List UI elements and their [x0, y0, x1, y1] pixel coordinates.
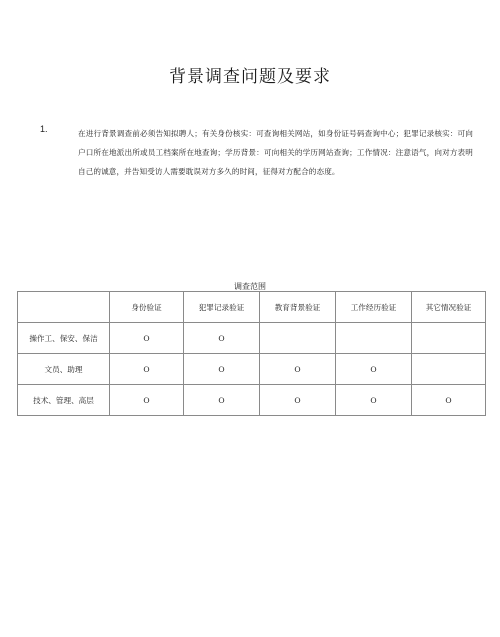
header-criminal: 犯罪记录验证 — [184, 292, 260, 323]
document-title: 背景调查问题及要求 — [169, 67, 331, 87]
header-other: 其它情况验证 — [412, 292, 486, 323]
table-cell: O — [184, 385, 260, 416]
header-corner — [18, 292, 110, 323]
table-cell: O — [184, 354, 260, 385]
header-education: 教育背景验证 — [260, 292, 336, 323]
table-cell: O — [336, 385, 412, 416]
table-row — [18, 354, 486, 385]
item-text: 在进行背景调查前必须告知拟聘人；有关身份核实：可查询相关网站，如身份证号码查询中心；犯罪记录核实：可向户口所在地派出所或员工档案所在地查询；学历背景：可向相关的学历网站查询；工作情况：注意语气，向对方表明自己的诚意，并告知受访人需要耽误对方多久的时间，征得对方配合的态度。 — [78, 129, 473, 176]
table-cell — [412, 323, 486, 354]
table-cell: O — [110, 385, 184, 416]
header-identity: 身份验证 — [110, 292, 184, 323]
table-cell: O — [110, 354, 184, 385]
table-cell: O — [260, 354, 336, 385]
table-cell — [412, 354, 486, 385]
table-cell — [260, 323, 336, 354]
table-cell: O — [184, 323, 260, 354]
row-label: 技术、管理、高层 — [18, 385, 110, 416]
table-cell: O — [412, 385, 486, 416]
table-row — [18, 385, 486, 416]
table-cell — [336, 323, 412, 354]
table-caption: 调查范围 — [234, 282, 266, 291]
survey-scope-table — [17, 291, 486, 416]
header-work: 工作经历验证 — [336, 292, 412, 323]
table-cell: O — [260, 385, 336, 416]
row-label: 操作工、保安、保洁 — [18, 323, 110, 354]
table-cell: O — [110, 323, 184, 354]
item-number: 1. — [40, 124, 48, 134]
table-header-row — [18, 292, 486, 323]
row-label: 文员、助理 — [18, 354, 110, 385]
table-cell: O — [336, 354, 412, 385]
table-row — [18, 323, 486, 354]
